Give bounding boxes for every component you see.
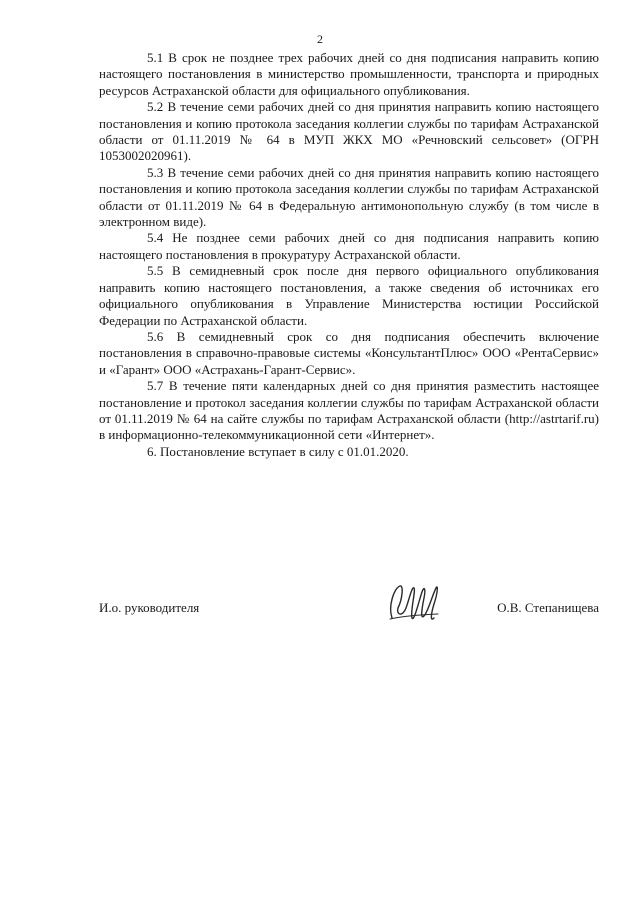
paragraph-5-4: 5.4 Не позднее семи рабочих дней со дня подписания направить копию настоящего постановления в прокуратуру Астраханской области. [99,230,599,262]
paragraph-6: 6. Постановление вступает в силу с 01.01.2020. [147,443,409,459]
paragraph-5-6: 5.6 В семидневный срок со дня подписания обеспечить включение постановления в справочно-правовые системы «КонсультантПлюс» ООО «РентаСервис» и «Гарант» ООО «Астрахань-Гарант-Сервис». [99,328,599,377]
document-body [99,50,599,460]
page-number: 2 [317,32,323,46]
paragraph-5-5: 5.5 В семидневный срок после дня первого официального опубликования направить копию настоящего постановления, а также сведения об источниках его официального опубликования в Управление Министерства юстиции Российской Федерации по Астраханской области. [99,263,599,328]
signatory-name: О.В. Степанищева [497,600,599,615]
paragraph-5-2: 5.2 В течение семи рабочих дней со дня принятия направить копию настоящего постановления и копию протокола заседания коллегии службы по тарифам Астраханской области от 01.11.2019 № 64 в МУП ЖКХ МО «Речновский сельсовет» (ОГРН 1053002020961). [99,99,599,164]
signatory-title: И.о. руководителя [99,600,200,615]
signature-block [99,578,599,638]
paragraph-5-1: 5.1 В срок не позднее трех рабочих дней со дня подписания направить копию настоящего постановления в министерство промышленности, транспорта и природных ресурсов Астраханской области для официального опубликования. [99,50,599,98]
handwritten-signature [384,578,444,626]
paragraph-5-7: 5.7 В течение пяти календарных дней со дня принятия разместить настоящее постановление и протокол заседания коллегии службы по тарифам Астраханской области от 01.11.2019 № 64 на сайте службы по тарифам Астраханской области (http://astrtarif.ru) в информационно-телекоммуникационной сети «Интернет». [99,378,599,443]
paragraph-5-3: 5.3 В течение семи рабочих дней со дня принятия направить копию настоящего постановления и копию протокола заседания коллегии службы по тарифам Астраханской области от 01.11.2019 № 64 в Федеральную антимонопольную службу (в том числе в электронном виде). [99,164,599,230]
